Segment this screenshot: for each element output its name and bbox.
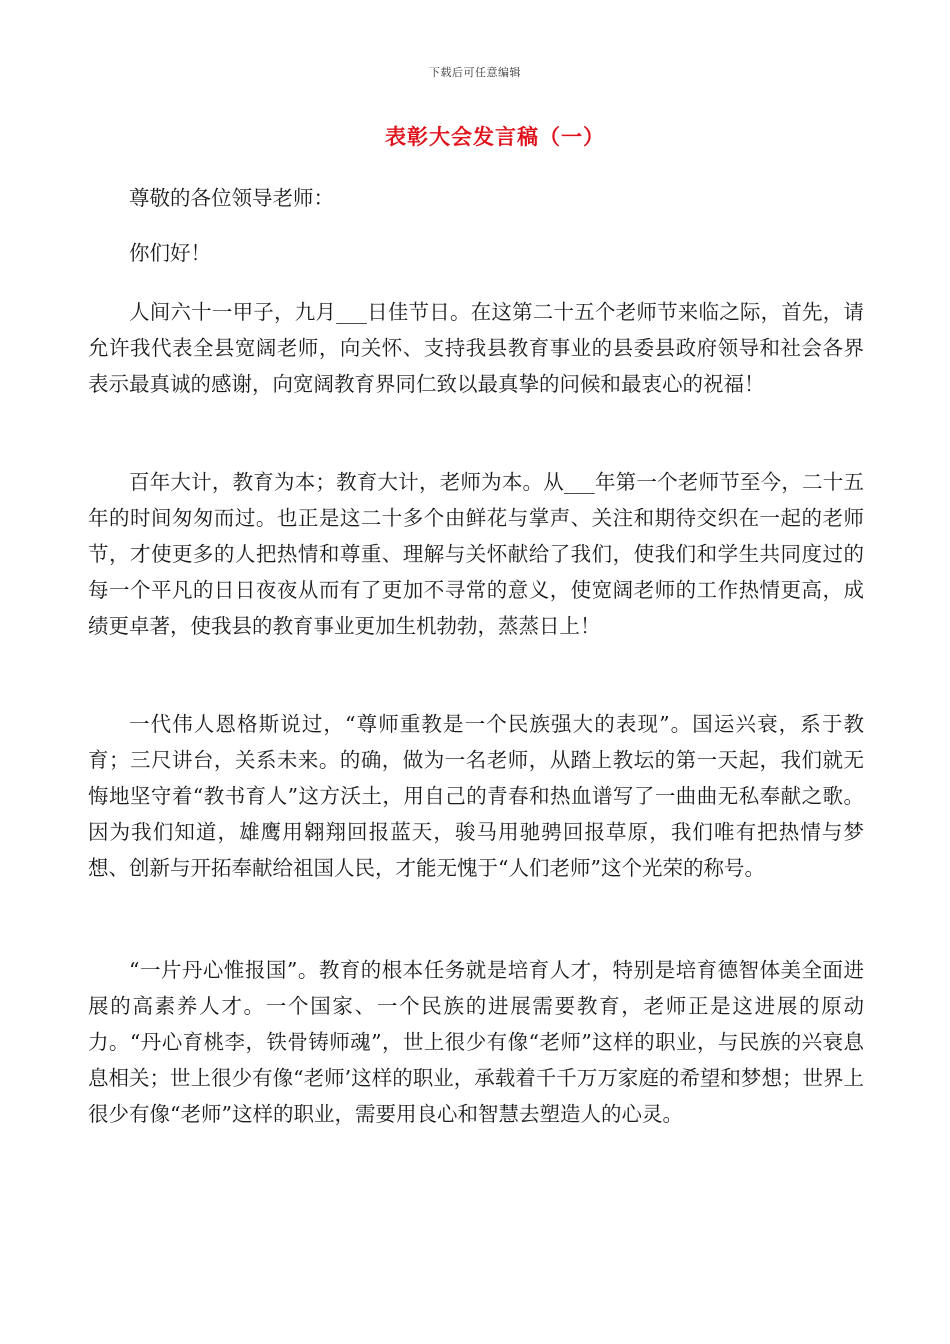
paragraph-1 — [88, 294, 864, 402]
paragraph-2 — [88, 464, 864, 644]
paragraph-text: “一片丹心惟报国”。教育的根本任务就是培育人才，特别是培育德智体美全面进展的高素养人才。一个国家、一个民族的进展需要教育，老师正是这进展的原动力。“丹心育桃李，铁骨铸师魂”，世上很少有像“老师”这样的职业，与民族的兴衰息息相关；世上很少有像“老师’这样的职业，承载着千千万万家庭的希望和梦想；世界上很少有像“老师”这样的职业，需要用良心和智慧去塑造人的心灵。 — [88, 958, 864, 1126]
paragraph-4 — [88, 952, 864, 1132]
paragraph-text: 一代伟人恩格斯说过，“尊师重教是一个民族强大的表现”。国运兴衰，系于教育；三尺讲台，关系未来。的确，做为一名老师，从踏上教坛的第一天起，我们就无悔地坚守着“教书育人”这方沃土，用自己的青春和热血谱写了一曲曲无私奉献之歌。因为我们知道，雄鹰用翱翔回报蓝天，骏马用驰骋回报草原，我们唯有把热情与梦想、创新与开拓奉献给祖国人民，才能无愧于“人们老师”这个光荣的称号。 — [88, 712, 864, 880]
salutation-text: 尊敬的各位领导老师： — [129, 186, 334, 210]
header-note: 下载后可任意编辑 — [429, 66, 521, 79]
paragraph-3 — [88, 706, 864, 886]
paragraph-text: 百年大计，教育为本；教育大计，老师为本。从___年第一个老师节至今，二十五年的时间匆匆而过。也正是这二十多个由鲜花与掌声、关注和期待交织在一起的老师节，才使更多的人把热情和尊重、理解与关怀献给了我们，使我们和学生共同度过的每一个平凡的日日夜夜从而有了更加不寻常的意义，使宽阔老师的工作热情更高，成绩更卓著，使我县的教育事业更加生机勃勃，蒸蒸日上！ — [88, 470, 864, 638]
greeting — [88, 235, 864, 271]
paragraph-text: 人间六十一甲子，九月___日佳节日。在这第二十五个老师节来临之际，首先，请允许我代表全县宽阔老师，向关怀、支持我县教育事业的县委县政府领导和社会各界表示最真诚的感谢，向宽阔教育界同仁致以最真挚的问候和最衷心的祝福！ — [88, 300, 864, 396]
document-title: 表彰大会发言稿（一） — [385, 124, 605, 149]
salutation — [88, 180, 864, 216]
greeting-text: 你们好！ — [129, 241, 211, 265]
